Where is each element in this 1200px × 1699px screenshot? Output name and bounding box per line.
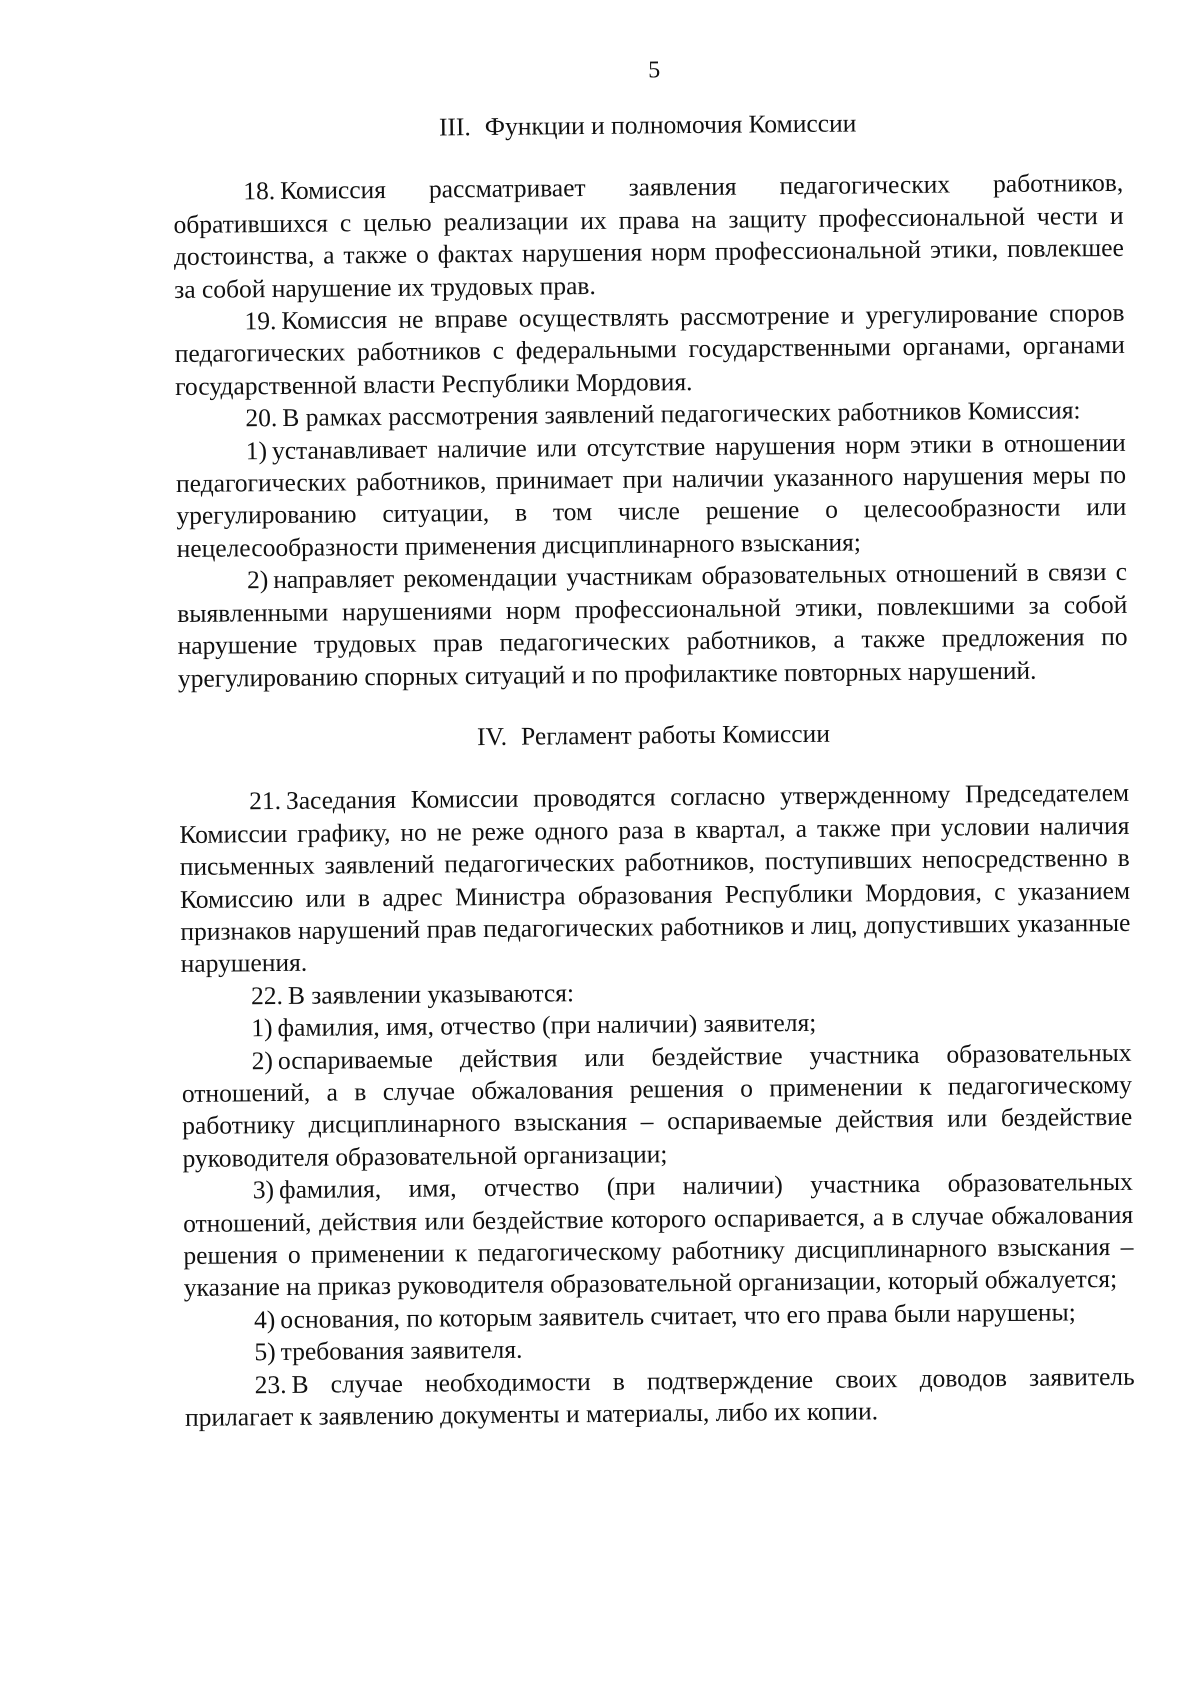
paragraph-number: 1): [251, 1013, 273, 1043]
section-body-functions: [173, 167, 1128, 695]
paragraph-text: устанавливает наличие или отсутствие нарушения норм этики в отношении педагогических работников, принимает при наличии указанного нарушения меры по урегулированию ситуации, в том числе решение о целесообразности или нецелесообразности применения дисциплинарного взыскания;: [175, 427, 1127, 563]
section-number: III.: [438, 112, 471, 142]
paragraph-number: 4): [253, 1304, 276, 1335]
page-number: 5: [647, 57, 661, 84]
paragraph-text: В случае необходимости в подтверждение своих доводов заявитель прилагает к заявлению документы и материалы, либо их копии.: [184, 1361, 1135, 1432]
paragraph-text: Комиссия не вправе осуществлять рассмотрение и урегулирование споров педагогических работников с федеральными государственными органами, органами государственной власти Республики Мордовия.: [174, 297, 1125, 401]
section-title: Функции и полномочия Комиссии: [484, 108, 857, 141]
paragraph: [174, 297, 1125, 403]
paragraph-number: 21.: [248, 786, 282, 816]
paragraph-text: фамилия, имя, отчество (при наличии) заявителя;: [277, 1008, 817, 1043]
paragraph-text: В рамках рассмотрения заявлений педагогических работников Комиссия:: [282, 395, 1081, 433]
paragraph-number: 20.: [245, 403, 278, 433]
paragraph: [185, 1360, 1136, 1434]
paragraph-number: 1): [245, 435, 268, 465]
document-page: [172, 51, 1137, 1660]
section-title: Регламент работы Комиссии: [520, 718, 831, 751]
paragraph-number: 2): [246, 565, 269, 595]
paragraph: [183, 1166, 1134, 1305]
section-number: IV.: [476, 721, 508, 752]
paragraph-text: Комиссия рассматривает заявления педагогических работников, обратившихся с целью реализации их права на защиту профессиональной чести и достоинства, а также о фактах нарушения норм профессиональной этики, повлекшее за собой нарушение их трудовых прав.: [173, 168, 1124, 304]
paragraph-number: 3): [252, 1175, 275, 1205]
paragraph: [176, 427, 1127, 566]
paragraph-number: 19.: [244, 306, 277, 336]
paragraph-text: В заявлении указываются:: [287, 977, 575, 1010]
section-body-regulations: [179, 777, 1135, 1434]
section-heading-regulations: [178, 715, 1128, 757]
paragraph-text: требования заявителя.: [280, 1334, 523, 1367]
paragraph-text: направляет рекомендации участникам образовательных отношений в связи с выявленными нарушениями норм профессиональной этики, повлекшими за собой нарушение трудовых прав педагогических работников, а также предложения по урегулированию спорных ситуаций и по профилактике повторных нарушений.: [177, 557, 1128, 693]
section-heading-functions: [173, 105, 1123, 147]
paragraph-text: Заседания Комиссии проводятся согласно утвержденному Председателем Комиссии графику, но не реже одного раза в квартал, а также при условии наличия письменных заявлений педагогических работников, поступивших непосредственно в Комиссию или в адрес Министра образования Республики Мордовия, с указанием признаков нарушений прав педагогических работников и лиц, допустивших указанные нарушения.: [179, 778, 1131, 979]
paragraph-number: 5): [254, 1337, 276, 1367]
paragraph-number: 2): [251, 1045, 273, 1075]
paragraph: [181, 1036, 1132, 1175]
paragraph-text: основания, по которым заявитель считает, что его права были нарушены;: [280, 1297, 1076, 1334]
paragraph-number: 22.: [250, 980, 283, 1011]
paragraph-number: 23.: [254, 1369, 287, 1399]
paragraph-text: оспариваемые действия или бездействие участника образовательных отношений, а в случае обжалования решения о применении к педагогическому работнику дисциплинарного взыскания – оспариваемые действия или бездействие руководителя образовательной организации;: [181, 1037, 1133, 1173]
paragraph-text: фамилия, имя, отчество (при наличии) участника образовательных отношений, действия или бездействие которого оспаривается, а в случае обжалования решения о применении к педагогическому работнику дисциплинарного взыскания – указание на приказ руководителя образовательной организации, который обжалуется;: [183, 1167, 1134, 1303]
paragraph-number: 18.: [243, 176, 276, 206]
paragraph: [173, 167, 1124, 306]
paragraph: [179, 777, 1131, 981]
paragraph: [177, 556, 1128, 695]
